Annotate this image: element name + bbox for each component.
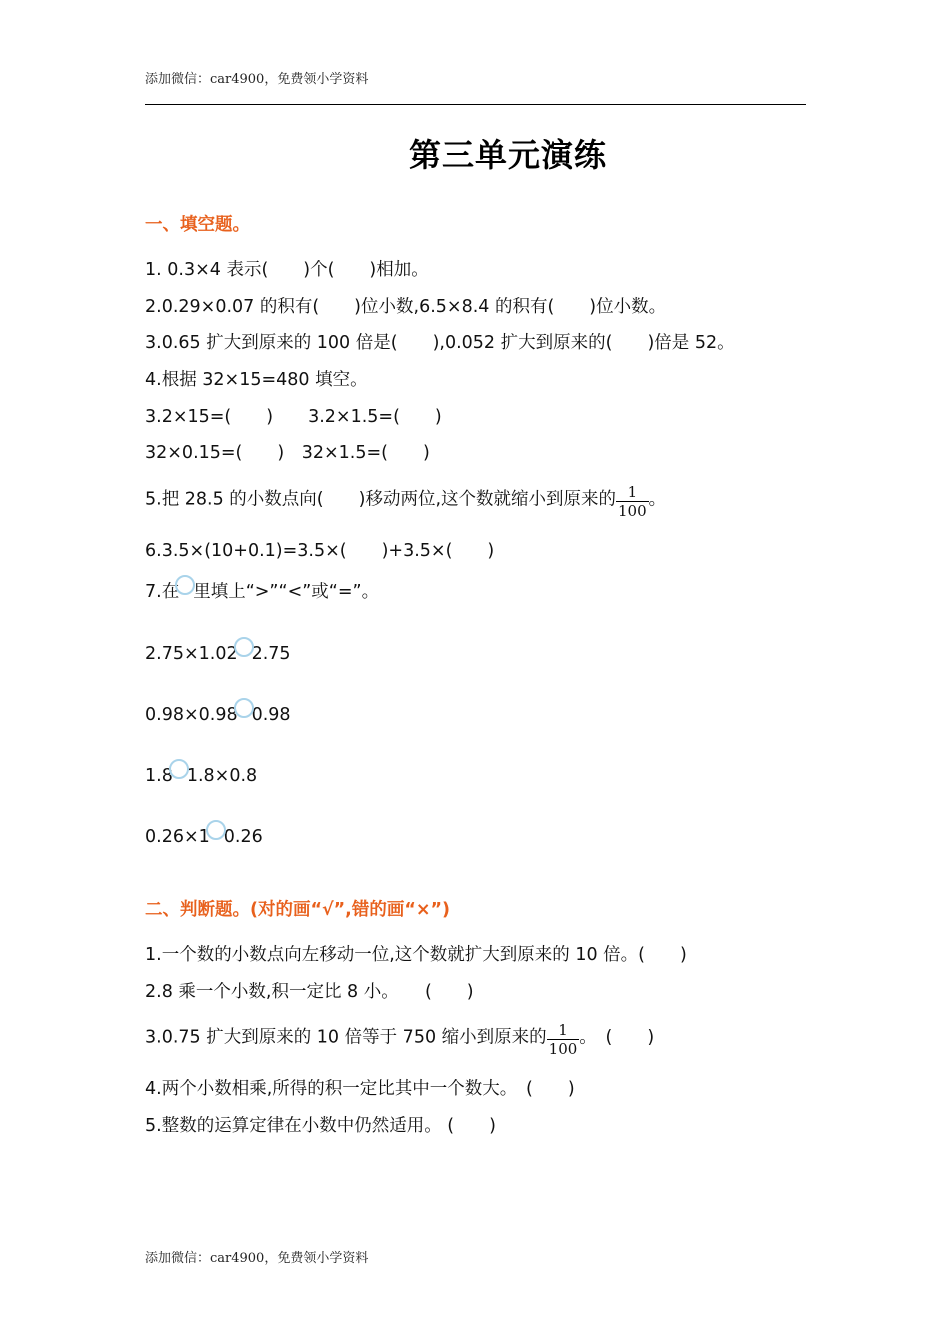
answer-circle-icon[interactable] (234, 637, 254, 657)
question-5 (145, 481, 666, 518)
judge-question-3-text: 3.0.75 扩大到原来的 10 倍等于 750 缩小到原来的 (145, 1027, 547, 1048)
question-7 (145, 581, 379, 603)
question-4a: 3.2×15=( ) 3.2×1.5=( ) (145, 407, 442, 427)
judge-question-5: 5.整数的运算定律在小数中仍然适用。 ( ) (145, 1116, 496, 1136)
compare-left: 1.8 (145, 766, 173, 786)
compare-item-2 (145, 704, 291, 726)
question-3: 3.0.65 扩大到原来的 100 倍是( ),0.052 扩大到原来的( )倍是 52。 (145, 333, 735, 353)
section-fill-in-heading: 一、填空题。 (145, 215, 250, 235)
answer-circle-icon[interactable] (234, 698, 254, 718)
question-2: 2.0.29×0.07 的积有( )位小数,6.5×8.4 的积有( )位小数。 (145, 297, 667, 317)
compare-item-4 (145, 826, 263, 848)
question-6: 6.3.5×(10+0.1)=3.5×( )+3.5×( ) (145, 541, 495, 561)
compare-left: 0.26×1 (145, 827, 210, 847)
fraction-one-hundredth (547, 1021, 580, 1058)
judge-question-4: 4.两个小数相乘,所得的积一定比其中一个数大。 ( ) (145, 1079, 575, 1099)
judge-question-1: 1.一个数的小数点向左移动一位,这个数就扩大到原来的 10 倍。( ) (145, 945, 687, 965)
fraction-denominator: 100 (548, 1040, 578, 1058)
judge-question-3-end: 。 ( ) (579, 1027, 655, 1048)
fraction-numerator: 1 (547, 1021, 580, 1040)
fraction-numerator: 1 (616, 483, 649, 502)
question-7-text-end: 里填上“>”“<”或“=”。 (193, 582, 380, 602)
compare-item-3 (145, 765, 257, 787)
section-judge-heading: 二、判断题。(对的画“√”,错的画“×”) (145, 900, 450, 920)
question-5-end: 。 (648, 489, 667, 510)
question-5-text: 5.把 28.5 的小数点向( )移动两位,这个数就缩小到原来的 (145, 489, 617, 510)
question-4: 4.根据 32×15=480 填空。 (145, 370, 368, 390)
compare-left: 2.75×1.02 (145, 644, 238, 664)
compare-right: 2.75 (251, 644, 291, 664)
compare-right: 0.98 (251, 705, 291, 725)
page-footer: 添加微信：car4900，免费领小学资料 (145, 1251, 369, 1266)
fraction-one-hundredth (616, 483, 649, 520)
compare-item-1 (145, 643, 291, 665)
page-header: 添加微信：car4900，免费领小学资料 (145, 72, 369, 87)
header-divider (145, 104, 806, 105)
answer-circle-icon[interactable] (206, 820, 226, 840)
judge-question-3 (145, 1019, 654, 1056)
judge-question-2: 2.8 乘一个小数,积一定比 8 小。 ( ) (145, 982, 474, 1002)
question-1: 1. 0.3×4 表示( )个( )相加。 (145, 260, 429, 280)
compare-left: 0.98×0.98 (145, 705, 238, 725)
compare-right: 0.26 (223, 827, 263, 847)
compare-right: 1.8×0.8 (186, 766, 258, 786)
question-4b: 32×0.15=( ) 32×1.5=( ) (145, 443, 430, 463)
page-title: 第三单元演练 (408, 136, 607, 174)
answer-circle-icon[interactable] (169, 759, 189, 779)
question-7-text: 7.在 (145, 582, 180, 602)
fraction-denominator: 100 (618, 502, 647, 520)
